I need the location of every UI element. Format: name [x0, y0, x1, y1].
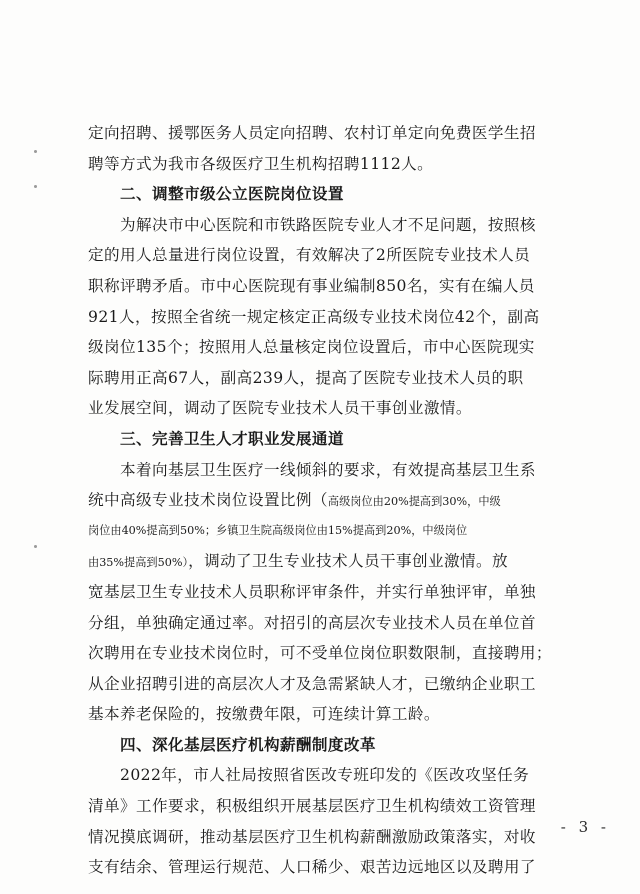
paragraph-line: 2022年，市人社局按照省医改专班印发的《医改攻坚任务	[120, 766, 530, 785]
binding-mark	[34, 185, 37, 188]
paragraph-line: 级岗位135个；按照用人总量核定岗位设置后，市中心医院现实	[88, 338, 535, 357]
paragraph-line: 定向招聘、援鄂医务人员定向招聘、农村订单定向免费医学生招	[88, 124, 536, 142]
page-number: - 3 -	[560, 818, 610, 836]
paragraph-line: 岗位由40%提高到50%；乡镇卫生院高级岗位由15%提高到20%，中级岗位	[88, 523, 468, 537]
paragraph-line: 情况摸底调研，推动基层医疗卫生机构薪酬激励政策落实，对收	[88, 827, 536, 846]
binding-mark	[34, 545, 37, 548]
small-print-span: 由35%提高到50%）	[88, 556, 189, 570]
paragraph-line: 支有结余、管理运行规范、人口稀少、艰苦边远地区以及聘用了	[88, 858, 536, 877]
paragraph-line: 业发展空间，调动了医院专业技术人员干事创业激情。	[88, 399, 472, 418]
text-span: ，调动了卫生专业技术人员干事创业激情。放	[188, 552, 508, 571]
paragraph-line: 际聘用正高67人，副高239人，提高了医院专业技术人员的职	[88, 368, 524, 387]
paragraph-line: 职称评聘矛盾。市中心医院现有事业编制850名，实有在编人员	[88, 276, 535, 295]
paragraph-line: 清单》工作要求，积极组织开展基层医疗卫生机构绩效工资管理	[88, 797, 536, 816]
paragraph-line: 基本养老保险的，按缴费年限，可连续计算工龄。	[88, 705, 440, 724]
paragraph-line: 从企业招聘引进的高层次人才及急需紧缺人才，已缴纳企业职工	[88, 674, 536, 693]
document-body	[88, 118, 568, 883]
paragraph-line	[88, 546, 568, 577]
paragraph-line: 921人，按照全省统一规定核定正高级专业技术岗位42个，副高	[88, 307, 540, 326]
paragraph-line: 为解决市中心医院和市铁路医院专业人才不足问题，按照核	[120, 215, 536, 234]
paragraph-line: 分组，单独确定通过率。对招引的高层次专业技术人员在单位首	[88, 613, 536, 632]
paragraph-line: 定的用人总量进行岗位设置，有效解决了2所医院专业技术人员	[88, 246, 531, 265]
paragraph-line: 宽基层卫生专业技术人员职称评审条件，并实行单独评审，单独	[88, 582, 536, 601]
paragraph-line	[88, 485, 568, 516]
section-heading: 三、完善卫生人才职业发展通道	[120, 429, 344, 448]
paragraph-line: 次聘用在专业技术岗位时，可不受单位岗位职数限制，直接聘用；	[88, 644, 552, 663]
text-span: 统中高级专业技术岗位设置比例（	[88, 491, 328, 510]
paragraph-line: 聘等方式为我市各级医疗卫生机构招聘1112人。	[88, 154, 434, 173]
section-heading: 四、深化基层医疗机构薪酬制度改革	[120, 735, 376, 754]
binding-mark	[34, 150, 37, 153]
paragraph-line: 本着向基层卫生医疗一线倾斜的要求，有效提高基层卫生系	[120, 460, 536, 479]
section-heading: 二、调整市级公立医院岗位设置	[120, 185, 344, 204]
small-print-span: 高级岗位由20%提高到30%，中级	[327, 495, 501, 509]
